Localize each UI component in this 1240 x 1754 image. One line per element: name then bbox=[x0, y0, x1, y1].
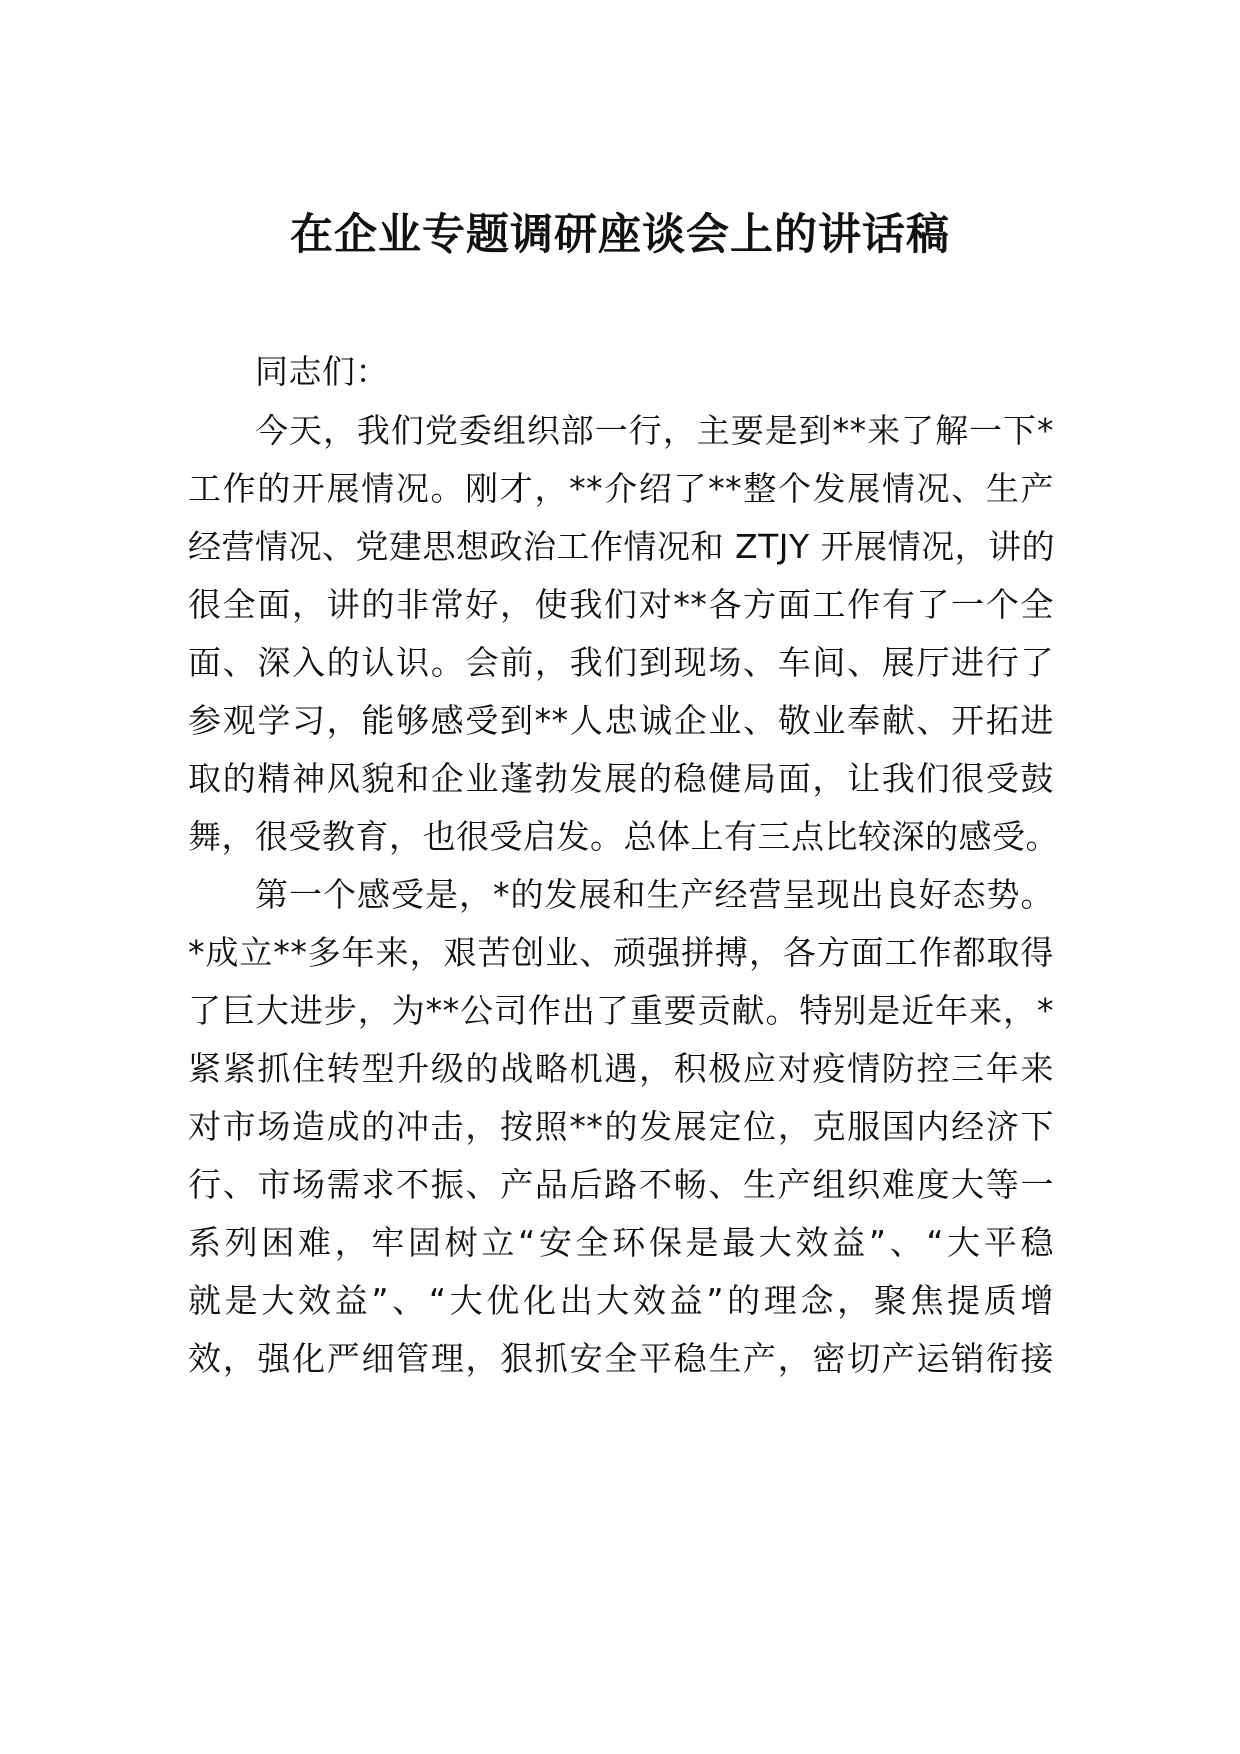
text-line: 了巨大进步，为**公司作出了重要贡献。特别是近年来，* bbox=[188, 991, 1054, 1030]
text-line: 舞，很受教育，也很受启发。总体上有三点比较深的感受。 bbox=[188, 817, 1059, 856]
salutation: 同志们： bbox=[255, 352, 389, 391]
text-line: 行、市场需求不振、产品后路不畅、生产组织难度大等一 bbox=[188, 1165, 1054, 1204]
text-line: 系列困难，牢固树立“安全环保是最大效益”、“大平稳 bbox=[188, 1223, 1054, 1262]
text-line: 工作的开展情况。刚才，**介绍了**整个发展情况、生产 bbox=[188, 469, 1054, 508]
text-line: 今天，我们党委组织部一行，主要是到**来了解一下* bbox=[255, 411, 1054, 450]
text-line: 紧紧抓住转型升级的战略机遇，积极应对疫情防控三年来 bbox=[188, 1049, 1054, 1088]
text-line: 参观学习，能够感受到**人忠诚企业、敬业奉献、开拓进 bbox=[188, 701, 1054, 740]
text-line: 第一个感受是，*的发展和生产经营呈现出良好态势。 bbox=[255, 875, 1054, 914]
text-line: 经营情况、党建思想政治工作情况和 ZTJY 开展情况，讲的 bbox=[188, 527, 1056, 566]
text-line: *成立**多年来，艰苦创业、顽强拼搏，各方面工作都取得 bbox=[188, 933, 1054, 972]
document-title: 在企业专题调研座谈会上的讲话稿 bbox=[290, 210, 950, 260]
text-line: 对市场造成的冲击，按照**的发展定位，克服国内经济下 bbox=[188, 1107, 1054, 1146]
text-line: 效，强化严细管理，狠抓安全平稳生产，密切产运销衔接 bbox=[188, 1339, 1054, 1378]
text-line: 取的精神风貌和企业蓬勃发展的稳健局面，让我们很受鼓 bbox=[188, 759, 1054, 798]
text-line: 就是大效益”、“大优化出大效益”的理念，聚焦提质增 bbox=[188, 1281, 1054, 1320]
text-line: 很全面，讲的非常好，使我们对**各方面工作有了一个全 bbox=[188, 585, 1054, 624]
text-line: 面、深入的认识。会前，我们到现场、车间、展厅进行了 bbox=[188, 643, 1054, 682]
